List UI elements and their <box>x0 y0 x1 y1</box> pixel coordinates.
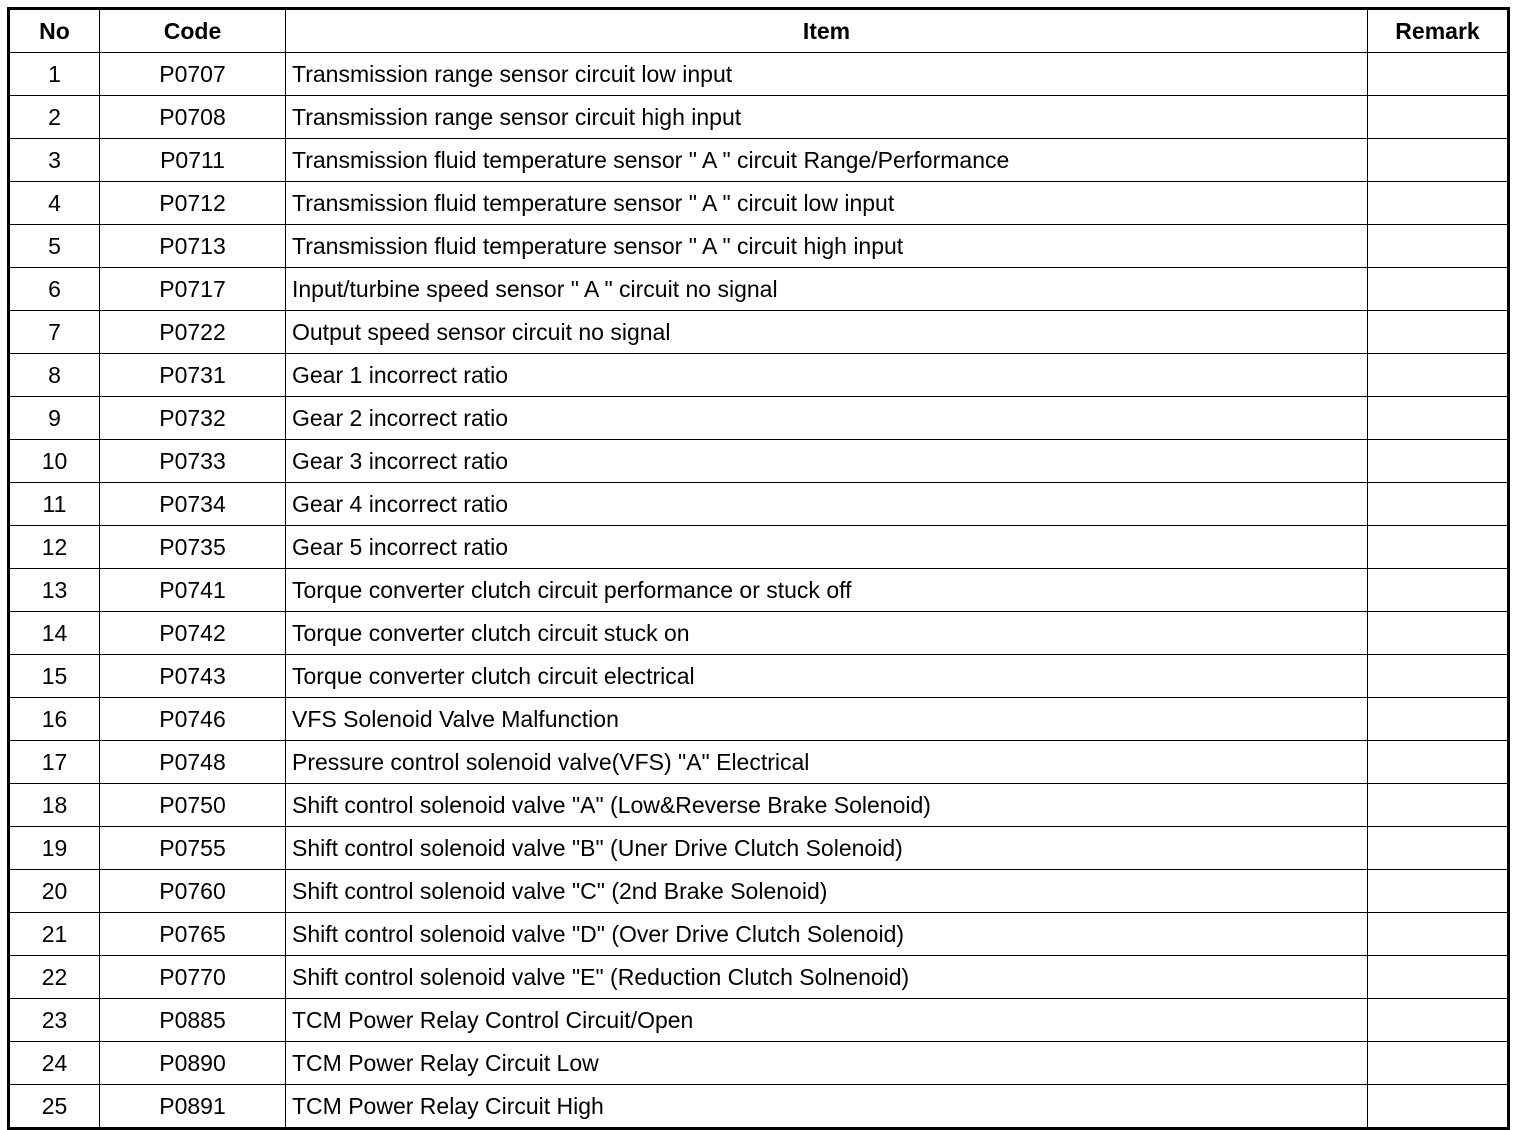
no-cell: 22 <box>9 956 100 999</box>
item-cell: VFS Solenoid Valve Malfunction <box>286 698 1368 741</box>
table-row <box>9 655 1509 698</box>
header-remark: Remark <box>1368 9 1509 53</box>
no-cell: 2 <box>9 96 100 139</box>
no-cell: 11 <box>9 483 100 526</box>
table-row <box>9 354 1509 397</box>
item-cell: Gear 3 incorrect ratio <box>286 440 1368 483</box>
item-cell: Pressure control solenoid valve(VFS) "A" Electrical <box>286 741 1368 784</box>
code-cell: P0717 <box>100 268 286 311</box>
remark-cell <box>1368 870 1509 913</box>
table-row <box>9 827 1509 870</box>
remark-cell <box>1368 182 1509 225</box>
no-cell: 10 <box>9 440 100 483</box>
no-cell: 23 <box>9 999 100 1042</box>
code-cell: P0770 <box>100 956 286 999</box>
remark-cell <box>1368 397 1509 440</box>
no-cell: 5 <box>9 225 100 268</box>
item-cell: Output speed sensor circuit no signal <box>286 311 1368 354</box>
table-row <box>9 913 1509 956</box>
code-cell: P0741 <box>100 569 286 612</box>
table-row <box>9 225 1509 268</box>
table-row <box>9 741 1509 784</box>
remark-cell <box>1368 655 1509 698</box>
table-row <box>9 53 1509 96</box>
item-cell: Torque converter clutch circuit performance or stuck off <box>286 569 1368 612</box>
item-cell: Transmission fluid temperature sensor " A " circuit low input <box>286 182 1368 225</box>
header-row <box>9 9 1509 53</box>
code-cell: P0707 <box>100 53 286 96</box>
code-cell: P0750 <box>100 784 286 827</box>
no-cell: 18 <box>9 784 100 827</box>
remark-cell <box>1368 999 1509 1042</box>
no-cell: 16 <box>9 698 100 741</box>
table-row <box>9 612 1509 655</box>
table-row <box>9 1042 1509 1085</box>
code-cell: P0712 <box>100 182 286 225</box>
remark-cell <box>1368 268 1509 311</box>
item-cell: TCM Power Relay Control Circuit/Open <box>286 999 1368 1042</box>
remark-cell <box>1368 956 1509 999</box>
table-row <box>9 268 1509 311</box>
table-body <box>9 53 1509 1129</box>
item-cell: Shift control solenoid valve "E" (Reduction Clutch Solnenoid) <box>286 956 1368 999</box>
table-row <box>9 311 1509 354</box>
no-cell: 15 <box>9 655 100 698</box>
remark-cell <box>1368 96 1509 139</box>
remark-cell <box>1368 354 1509 397</box>
code-cell: P0733 <box>100 440 286 483</box>
item-cell: Gear 4 incorrect ratio <box>286 483 1368 526</box>
no-cell: 14 <box>9 612 100 655</box>
code-cell: P0765 <box>100 913 286 956</box>
no-cell: 1 <box>9 53 100 96</box>
item-cell: Shift control solenoid valve "C" (2nd Brake Solenoid) <box>286 870 1368 913</box>
code-cell: P0742 <box>100 612 286 655</box>
item-cell: Torque converter clutch circuit electrical <box>286 655 1368 698</box>
table-row <box>9 96 1509 139</box>
code-cell: P0891 <box>100 1085 286 1129</box>
remark-cell <box>1368 913 1509 956</box>
item-cell: Torque converter clutch circuit stuck on <box>286 612 1368 655</box>
item-cell: Shift control solenoid valve "B" (Uner Drive Clutch Solenoid) <box>286 827 1368 870</box>
no-cell: 7 <box>9 311 100 354</box>
item-cell: TCM Power Relay Circuit Low <box>286 1042 1368 1085</box>
remark-cell <box>1368 569 1509 612</box>
table-row <box>9 784 1509 827</box>
no-cell: 8 <box>9 354 100 397</box>
no-cell: 4 <box>9 182 100 225</box>
remark-cell <box>1368 311 1509 354</box>
remark-cell <box>1368 698 1509 741</box>
table-row <box>9 956 1509 999</box>
code-cell: P0708 <box>100 96 286 139</box>
no-cell: 25 <box>9 1085 100 1129</box>
item-cell: Transmission fluid temperature sensor " A " circuit high input <box>286 225 1368 268</box>
remark-cell <box>1368 827 1509 870</box>
table-row <box>9 139 1509 182</box>
table-row <box>9 397 1509 440</box>
code-cell: P0755 <box>100 827 286 870</box>
no-cell: 20 <box>9 870 100 913</box>
item-cell: Transmission fluid temperature sensor " A " circuit Range/Performance <box>286 139 1368 182</box>
no-cell: 12 <box>9 526 100 569</box>
code-cell: P0735 <box>100 526 286 569</box>
item-cell: TCM Power Relay Circuit High <box>286 1085 1368 1129</box>
remark-cell <box>1368 483 1509 526</box>
item-cell: Transmission range sensor circuit low input <box>286 53 1368 96</box>
no-cell: 19 <box>9 827 100 870</box>
code-cell: P0732 <box>100 397 286 440</box>
remark-cell <box>1368 53 1509 96</box>
header-code: Code <box>100 9 286 53</box>
table-row <box>9 1085 1509 1129</box>
no-cell: 21 <box>9 913 100 956</box>
no-cell: 17 <box>9 741 100 784</box>
remark-cell <box>1368 526 1509 569</box>
table-row <box>9 870 1509 913</box>
table-row <box>9 440 1509 483</box>
table-row <box>9 569 1509 612</box>
remark-cell <box>1368 139 1509 182</box>
no-cell: 3 <box>9 139 100 182</box>
remark-cell <box>1368 784 1509 827</box>
item-cell: Input/turbine speed sensor " A " circuit no signal <box>286 268 1368 311</box>
dtc-table <box>7 7 1510 1130</box>
no-cell: 24 <box>9 1042 100 1085</box>
remark-cell <box>1368 741 1509 784</box>
header-no: No <box>9 9 100 53</box>
code-cell: P0731 <box>100 354 286 397</box>
code-cell: P0722 <box>100 311 286 354</box>
code-cell: P0890 <box>100 1042 286 1085</box>
item-cell: Gear 2 incorrect ratio <box>286 397 1368 440</box>
table-row <box>9 483 1509 526</box>
item-cell: Shift control solenoid valve "D" (Over Drive Clutch Solenoid) <box>286 913 1368 956</box>
code-cell: P0743 <box>100 655 286 698</box>
remark-cell <box>1368 225 1509 268</box>
table-row <box>9 182 1509 225</box>
code-cell: P0746 <box>100 698 286 741</box>
no-cell: 6 <box>9 268 100 311</box>
header-item: Item <box>286 9 1368 53</box>
table-row <box>9 999 1509 1042</box>
remark-cell <box>1368 1042 1509 1085</box>
remark-cell <box>1368 440 1509 483</box>
no-cell: 13 <box>9 569 100 612</box>
item-cell: Transmission range sensor circuit high input <box>286 96 1368 139</box>
table-row <box>9 698 1509 741</box>
table-row <box>9 526 1509 569</box>
dtc-table-container <box>7 7 1507 1119</box>
code-cell: P0711 <box>100 139 286 182</box>
code-cell: P0748 <box>100 741 286 784</box>
code-cell: P0760 <box>100 870 286 913</box>
remark-cell <box>1368 1085 1509 1129</box>
code-cell: P0734 <box>100 483 286 526</box>
item-cell: Gear 5 incorrect ratio <box>286 526 1368 569</box>
remark-cell <box>1368 612 1509 655</box>
code-cell: P0713 <box>100 225 286 268</box>
item-cell: Gear 1 incorrect ratio <box>286 354 1368 397</box>
code-cell: P0885 <box>100 999 286 1042</box>
no-cell: 9 <box>9 397 100 440</box>
item-cell: Shift control solenoid valve "A" (Low&Reverse Brake Solenoid) <box>286 784 1368 827</box>
